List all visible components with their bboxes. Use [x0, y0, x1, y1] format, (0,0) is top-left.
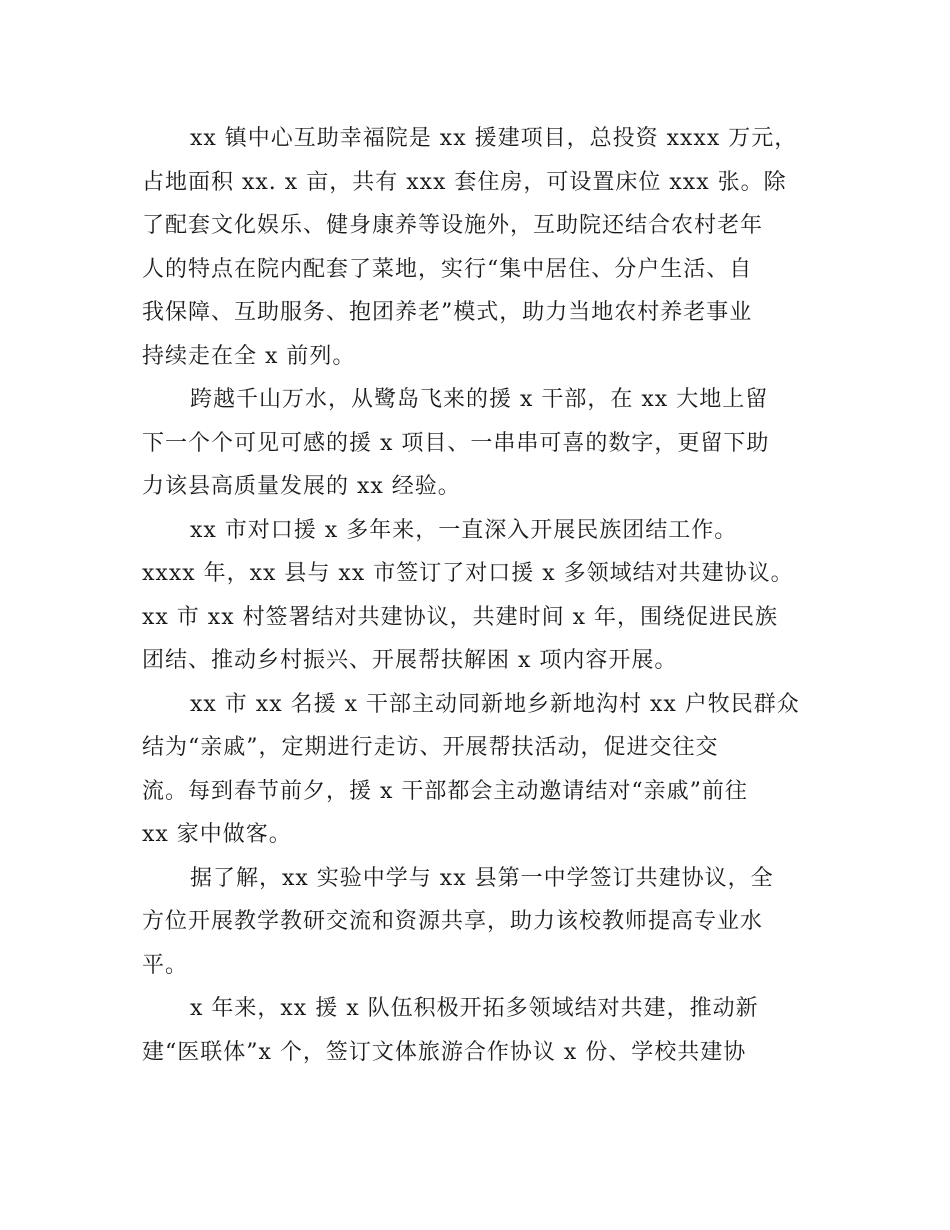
- text-line: x 年来，xx 援 x 队伍积极开拓多领域结对共建，推动新: [190, 996, 759, 1021]
- paragraph-3: [142, 509, 810, 683]
- paragraph-4: [142, 683, 810, 857]
- text-line: 下一个个可见可感的援 x 项目、一串串可喜的数字，更留下助: [142, 430, 770, 456]
- paragraph-1: [142, 117, 810, 378]
- text-line: 平。: [142, 952, 189, 978]
- text-line: xx 市 xx 村签署结对共建协议，共建时间 x 年，围绕促进民族: [142, 604, 779, 630]
- document-body: [142, 117, 810, 1074]
- text-line: 建“医联体”x 个，签订文体旅游合作协议 x 份、学校共建协: [142, 1039, 747, 1065]
- text-line: 持续走在全 x 前列。: [142, 343, 356, 369]
- text-line: 团结、推动乡村振兴、开展帮扶解困 x 项内容开展。: [142, 648, 678, 673]
- text-line: 人的特点在院内配套了菜地，实行“集中居住、分户生活、自: [142, 256, 753, 282]
- text-line: xx 镇中心互助幸福院是 xx 援建项目，总投资 xxxx 万元，: [190, 126, 798, 151]
- text-line: 占地面积 xx. x 亩，共有 xxx 套住房，可设置床位 xxx 张。除: [142, 169, 787, 195]
- text-line: 力该县高质量发展的 xx 经验。: [142, 474, 461, 499]
- text-line: 了配套文化娱乐、健身康养等设施外，互助院还结合农村老年: [142, 213, 764, 238]
- text-line: xx 家中做客。: [142, 822, 292, 847]
- text-line: 方位开展教学教研交流和资源共享，助力该校教师提高专业水: [142, 909, 764, 934]
- paragraph-6: [142, 987, 810, 1074]
- text-line: 流。每到春节前夕，援 x 干部都会主动邀请结对“亲戚”前往: [142, 778, 748, 804]
- text-line: 我保障、互助服务、抱团养老”模式，助力当地农村养老事业: [142, 300, 753, 325]
- paragraph-5: [142, 857, 810, 988]
- paragraph-2: [142, 378, 810, 509]
- text-line: xxxx 年，xx 县与 xx 市签订了对口援 x 多领域结对共建协议。: [142, 561, 794, 586]
- text-line: xx 市 xx 名援 x 干部主动同新地乡新地沟村 xx 户牧民群众: [190, 691, 800, 717]
- text-line: 结为“亲戚”，定期进行走访、开展帮扶活动，促进交往交: [142, 735, 719, 760]
- text-line: xx 市对口援 x 多年来，一直深入开展民族团结工作。: [190, 517, 738, 543]
- text-line: 据了解，xx 实验中学与 xx 县第一中学签订共建协议，全: [190, 865, 774, 891]
- text-line: 跨越千山万水，从鹭岛飞来的援 x 干部，在 xx 大地上留: [190, 387, 769, 412]
